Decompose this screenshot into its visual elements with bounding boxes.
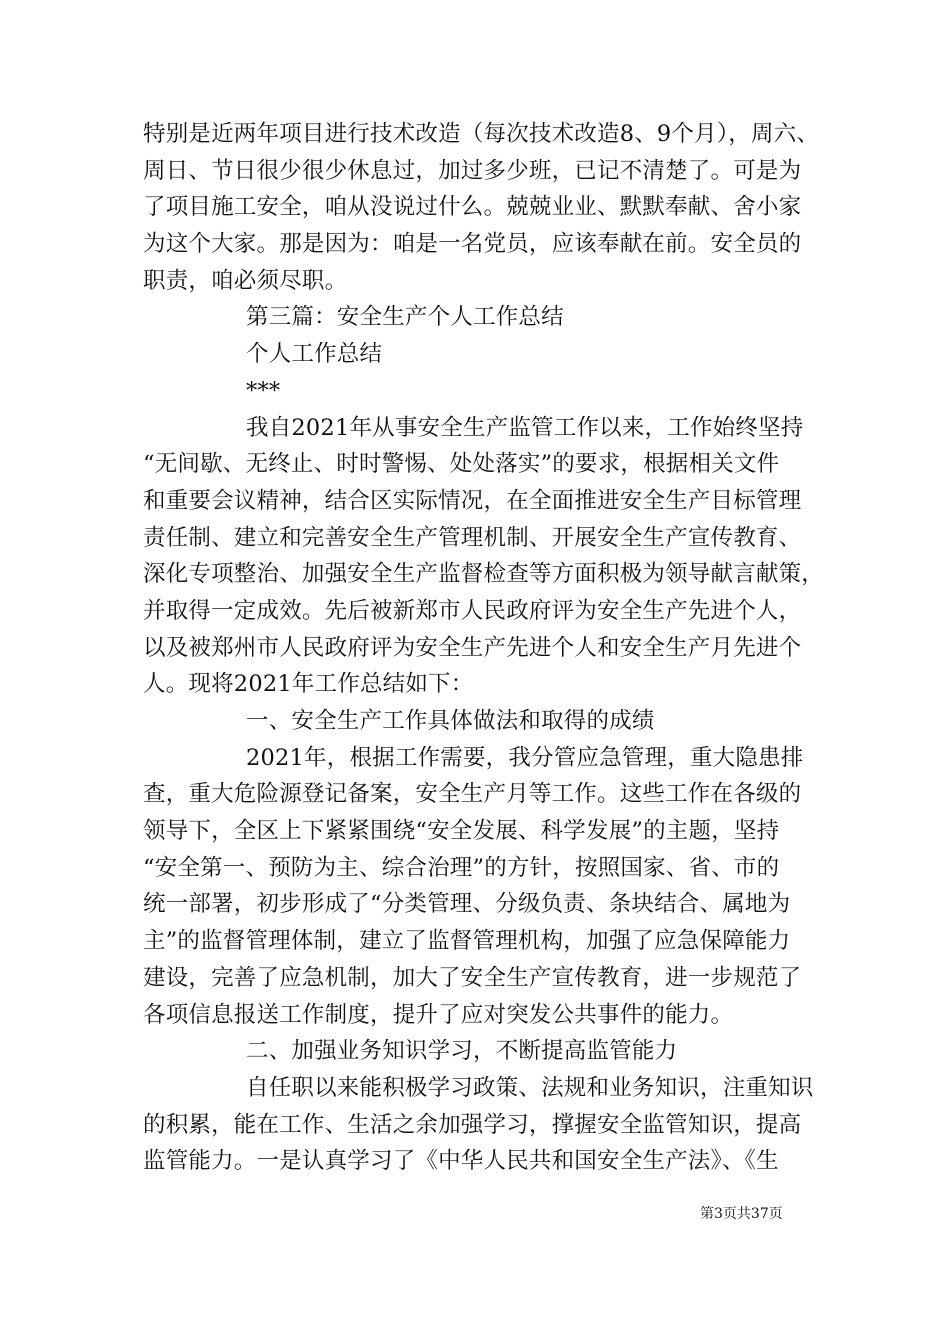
page-number-footer: 第3页共37页 <box>700 1206 783 1222</box>
text-line: 责任制、建立和完善安全生产管理机制、开展安全生产宣传教育、 <box>143 524 802 551</box>
text-line: “安全第一、预防为主、综合治理”的方针，按照国家、省、市的 <box>143 854 780 881</box>
text-line: 的积累，能在工作、生活之余加强学习，撑握安全监管知识，提高 <box>143 1111 802 1138</box>
text-line: 了项目施工安全，咱从没说过什么。兢兢业业、默默奉献、舍小家 <box>143 194 802 221</box>
text-line: 主”的监督管理体制，建立了监督管理机构，加强了应急保障能力 <box>143 928 791 955</box>
text-line: 和重要会议精神，结合区实际情况，在全面推进安全生产目标管理 <box>143 487 802 514</box>
chapter-heading: 第三篇：安全生产个人工作总结 <box>246 304 564 331</box>
document-title: 个人工作总结 <box>246 341 383 368</box>
text-line: 人。现将2021年工作总结如下： <box>143 671 474 698</box>
section-heading: 二、加强业务知识学习，不断提高监管能力 <box>246 1038 678 1065</box>
document-body <box>143 116 825 1180</box>
text-line: “无间歇、无终止、时时警惕、处处落实”的要求，根据相关文件 <box>143 451 780 478</box>
text-line: 为这个大家。那是因为：咱是一名党员，应该奉献在前。安全员的 <box>143 231 802 258</box>
text-line: 周日、节日很少很少休息过，加过多少班，已记不清楚了。可是为 <box>143 157 802 184</box>
text-line: 领导下，全区上下紧紧围绕“安全发展、科学发展”的主题，坚持 <box>143 818 780 845</box>
author-placeholder: *** <box>246 377 281 404</box>
text-line: 查，重大危险源登记备案，安全生产月等工作。这些工作在各级的 <box>143 781 802 808</box>
text-line: 自任职以来能积极学习政策、法规和业务知识，注重知识 <box>246 1074 814 1101</box>
text-line: 监管能力。一是认真学习了《中华人民共和国安全生产法》、《生 <box>143 1148 779 1175</box>
text-line: 特别是近两年项目进行技术改造（每次技术改造8、9个月），周六、 <box>143 121 820 147</box>
text-line: 深化专项整治、加强安全生产监督检查等方面积极为领导献言献策， <box>143 561 825 588</box>
text-line: 我自2021年从事安全生产监管工作以来，工作始终坚持 <box>246 414 804 441</box>
text-line: 建设，完善了应急机制，加大了安全生产宣传教育，进一步规范了 <box>143 964 802 991</box>
text-line: 职责，咱必须尽职。 <box>143 267 348 294</box>
text-line: 并取得一定成效。先后被新郑市人民政府评为安全生产先进个人， <box>143 597 802 624</box>
section-heading: 一、安全生产工作具体做法和取得的成绩 <box>246 708 655 734</box>
text-line: 2021年，根据工作需要，我分管应急管理，重大隐患排 <box>246 744 804 771</box>
text-line: 以及被郑州市人民政府评为安全生产先进个人和安全生产月先进个 <box>143 634 802 661</box>
text-line: 各项信息报送工作制度，提升了应对突发公共事件的能力。 <box>143 1001 734 1028</box>
text-line: 统一部署，初步形成了“分类管理、分级负责、条块结合、属地为 <box>143 891 791 918</box>
